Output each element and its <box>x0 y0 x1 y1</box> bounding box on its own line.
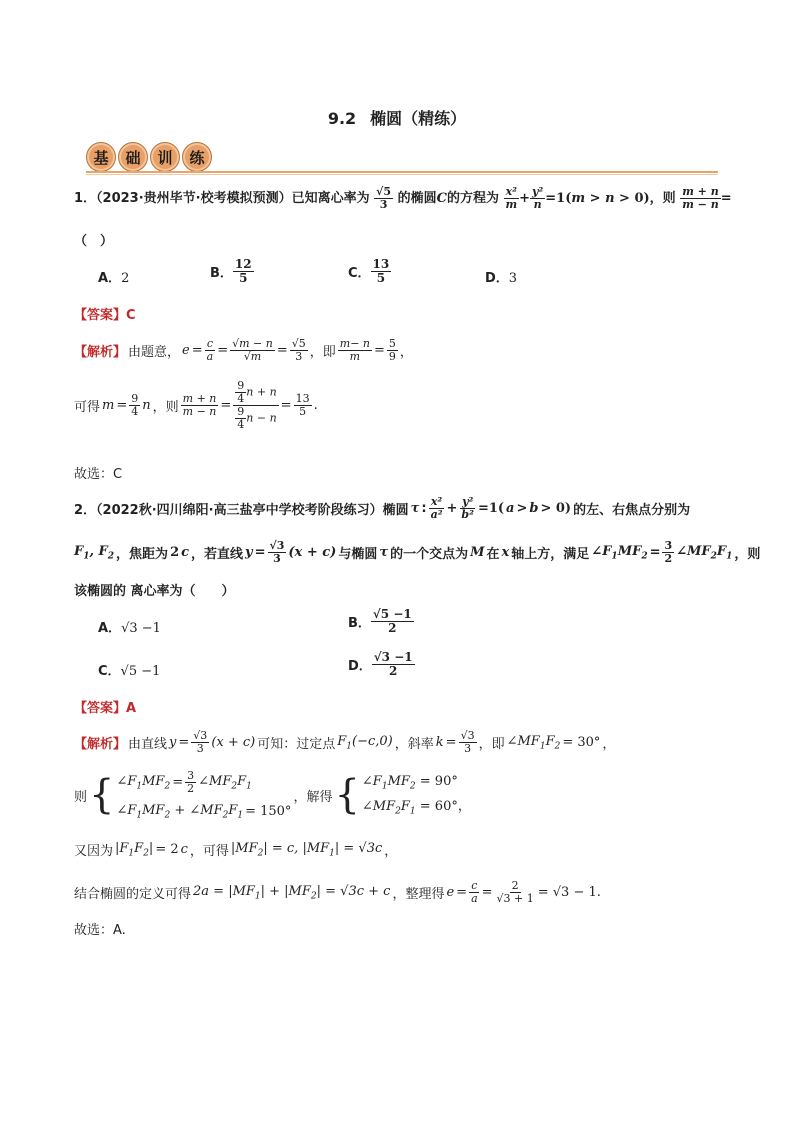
q2-stem-line3: 该椭圆的 离心率为（ ） <box>74 584 235 599</box>
q2-stem-line1: 2．（2022秋·四川绵阳·高三盐亭中学校考阶段练习）椭圆 τ : $\frac{\text{x²}}{\text{a²}}$ + $\frac{\text{y²}}{\text{b²}}$ =1( a > b > 0) 的左、右焦点分别为 <box>74 495 691 522</box>
q1-analysis-line1: 【解析】 由题意， e = $\frac{c}{a}$ = $\frac{√m - n}{√m}$ = $\frac{√5}{3}$ ，即 $\frac{m- n}{m}$ = $\frac{5}{9}$ ， <box>74 337 413 364</box>
q1-stem: 1．（2023·贵州毕节·校考模拟预测）已知离心率为 $\frac{√5}{3}$ 的椭圆C的方程为 $\frac{\text{x²}}{m}$ + $\frac{\text{y²}}{n}$ =1(m > n > 0)，则 $\frac{m + n}{m - n}$ = <box>74 185 732 212</box>
page-title <box>0 106 794 129</box>
q2-option-d[interactable]: D． $\frac{√3 -1}{2}$ <box>348 650 413 679</box>
q1-paren: （ ） <box>74 234 114 249</box>
section-char: 训 <box>150 142 180 172</box>
q1-option-d[interactable]: D．3 <box>485 271 518 286</box>
q2-analysis-line4: 结合椭圆的定义可得 $2a = |MF_1| + |MF_2| = √3c + c$ ，整理得 e = $\frac{c}{a}$ = $\frac{2}{√3 + 1}$ = √3 − 1. <box>74 879 601 906</box>
q1-option-a[interactable]: A．2 <box>98 271 130 286</box>
q1-final: 故选：C <box>74 467 123 482</box>
q2-final: 故选：A. <box>74 923 126 938</box>
q1-option-c[interactable]: C． $\frac{13}{5}$ <box>348 257 390 286</box>
section-divider <box>86 171 718 173</box>
q2-analysis-line1: 【解析】 由直线 y = $\frac{√3}{3}$ (x + c) 可知：过定点 $F_1(-c,0)$ ，斜率 k = $\frac{√3}{3}$ ，即 $\angle MF_1F_2$ = 30° ， <box>74 729 616 756</box>
q2-stem-line2: $F_1$, $F_2$ ，焦距为 2 c ，若直线 y = $\frac{√3}{3}$ (x + c) 与椭圆 τ 的一个交点为 M 在 x 轴上方，满足 $\angle F_1MF_2$ = $\frac{3}{2}$ $\angle MF_2F_1$ ，则 <box>74 539 761 566</box>
q2-option-b[interactable]: B． $\frac{√5 -1}{2}$ <box>348 607 412 636</box>
q1-analysis-line2: 可得 m = $\frac{9}{4}$ n ，则 $\frac{m + n}{m - n}$ = $\frac{9}{4}$ n + n $\frac{9}{4}$ n − n = $\frac{13}{5}$ . <box>74 379 318 432</box>
section-char: 础 <box>118 142 148 172</box>
section-banner <box>86 142 212 172</box>
q2-option-a[interactable]: A．√3 −1 <box>98 621 161 636</box>
q1-option-b[interactable]: B． $\frac{12}{5}$ <box>210 257 252 286</box>
section-divider-thin <box>86 174 718 175</box>
q2-analysis-line2: 则 { $\angle F_1MF_2$ = $\frac{3}{2}$ $\angle MF_2F_1$ $\angle F_1MF_2$ + $\angle MF_2F_1$ = 150° ，解得 { $\angle F_1MF_2 = 90^\circ$ $\angle MF_2F_1 = 60^\circ$， <box>74 769 471 821</box>
section-char: 基 <box>86 142 116 172</box>
q2-analysis-line3: 又因为 $|F_1F_2|$ = 2 c ，可得 $|MF_2| = c$, $|MF_1| = √3c$ ， <box>74 840 398 859</box>
q2-answer: 【答案】A <box>74 701 137 716</box>
title-number: 9.2 <box>327 109 357 128</box>
q2-option-c[interactable]: C．√5 −1 <box>98 664 161 679</box>
q1-answer: 【答案】C <box>74 308 136 323</box>
title-text: 椭圆（精练） <box>370 109 467 128</box>
section-char: 练 <box>182 142 212 172</box>
